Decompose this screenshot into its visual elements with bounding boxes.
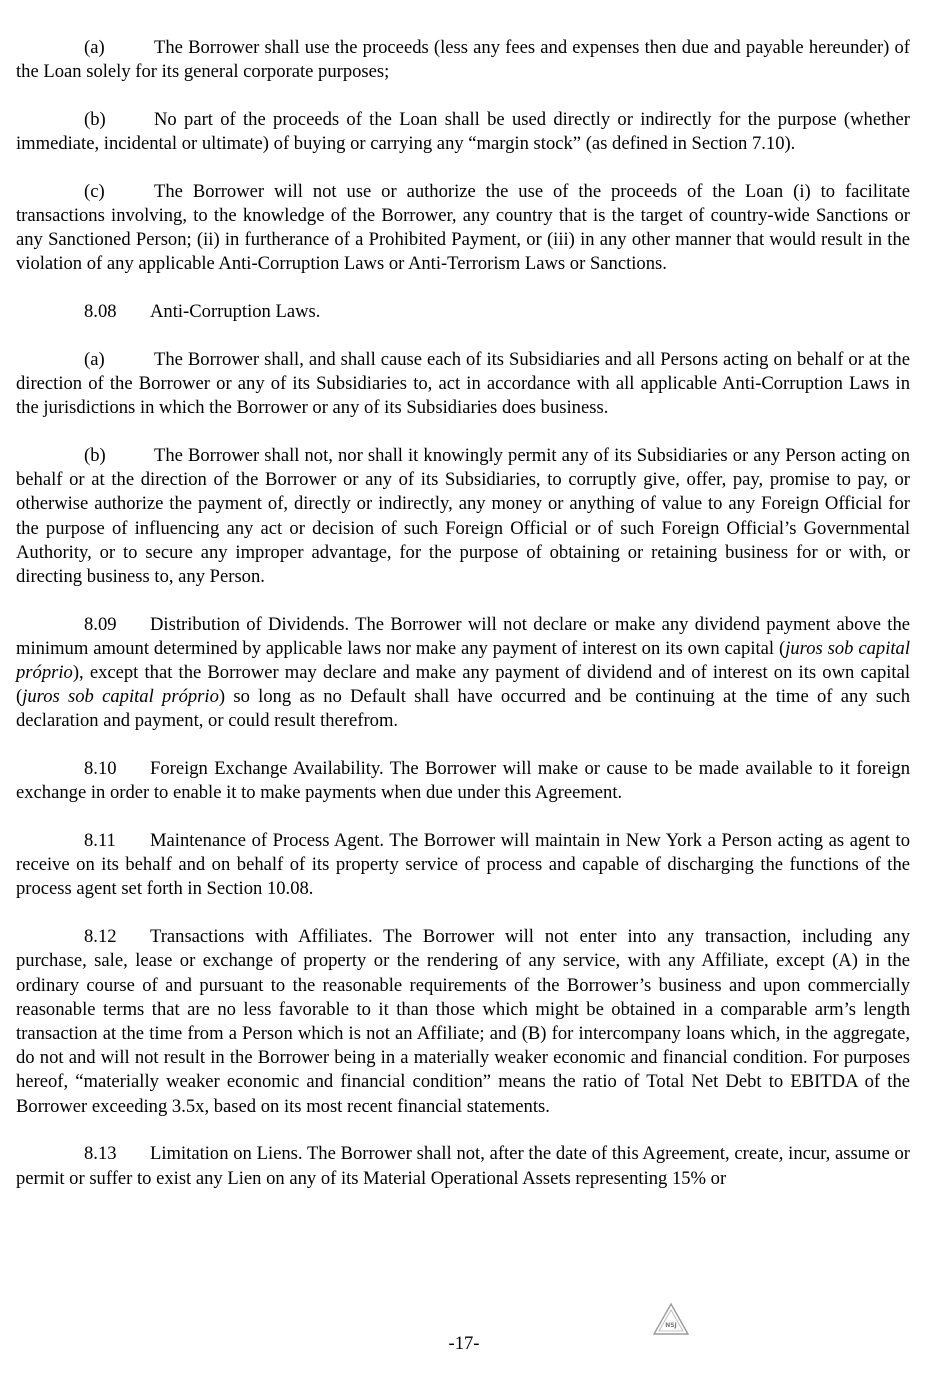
section-number: 8.08: [84, 301, 117, 323]
section-number: 8.11: [84, 830, 116, 852]
paragraph-text: The Borrower shall use the proceeds (less any fees and expenses then due and payable hereunder) of the Loan solely for its general corporate purposes;: [16, 37, 910, 83]
section-text-part: ), except that the Borrower may declare and make any payment of dividend and of interest on its own capital (: [16, 662, 910, 708]
section-heading: Anti-Corruption Laws.: [150, 301, 321, 323]
seal-outer-triangle: [654, 1304, 688, 1334]
section-text: Limitation on Liens. The Borrower shall not, after the date of this Agreement, create, incur, assume or permit or suffer to exist any Lien on any of its Material Operational Assets representing 15% or: [16, 1143, 910, 1189]
paragraph-text: The Borrower will not use or authorize the use of the proceeds of the Loan (i) to facilitate transactions involving, to the knowledge of the Borrower, any country that is the target of country-wide Sanctions or any Sanctioned Person; (ii) in furtherance of a Prohibited Payment, or (iii) in any other manner that would result in the violation of any applicable Anti-Corruption Laws or Anti-Terrorism Laws or Sanctions.: [16, 180, 910, 275]
section-text-part: Distribution of Dividends. The Borrower will not declare or make any dividend payment above the minimum amount determined by applicable laws nor make any payment of interest on its own capital (: [16, 613, 910, 659]
document-page: [16, 36, 910, 1214]
notary-seal-icon: [652, 1302, 690, 1336]
paragraph-label: (a): [84, 348, 105, 370]
paragraph-b-margin-stock: [16, 108, 910, 156]
italic-term: juros sob capital próprio: [16, 637, 910, 684]
page-number: -17-: [448, 1333, 480, 1354]
section-text: Foreign Exchange Availability. The Borrower will make or cause to be made available to it foreign exchange in order to enable it to make payments when due under this Agreement.: [16, 758, 910, 804]
section-8-10-foreign-exchange: [16, 757, 910, 805]
section-text: Maintenance of Process Agent. The Borrower will maintain in New York a Person acting as agent to receive on its behalf and on behalf of its property service of process and capable of discharging the functions of the process agent set forth in Section 10.08.: [16, 830, 910, 900]
section-number: 8.09: [84, 613, 117, 635]
paragraph-text: No part of the proceeds of the Loan shall be used directly or indirectly for the purpose (whether immediate, incidental or ultimate) of buying or carrying any “margin stock” (as defined in Section 7.10).: [16, 108, 910, 155]
section-8-13-liens: [16, 1142, 910, 1190]
section-8-08-paragraph-a: [16, 348, 910, 421]
paragraph-label: (a): [84, 37, 105, 58]
section-number: 8.12: [84, 926, 117, 948]
section-8-12-affiliates: [16, 925, 910, 1119]
section-8-08-paragraph-b: [16, 444, 910, 589]
seal-text: NSJ: [665, 1322, 677, 1329]
section-8-08-heading: [16, 300, 910, 324]
section-8-09-dividends: [16, 613, 910, 734]
paragraph-label: (b): [84, 108, 106, 130]
section-number: 8.10: [84, 758, 117, 780]
section-number: 8.13: [84, 1143, 117, 1165]
paragraph-text: The Borrower shall not, nor shall it knowingly permit any of its Subsidiaries or any Person acting on behalf or at the direction of the Borrower or any of its Subsidiaries, to corruptly give, offer, pay, promise to pay, or otherwise authorize the payment of, directly or indirectly, any money or anything of value to any Foreign Official for the purpose of influencing any act or decision of such Foreign Official or of such Foreign Official’s Governmental Authority, or to secure any improper advantage, for the purpose of obtaining or retaining business for or with, or directing business to, any Person.: [16, 444, 910, 587]
paragraph-label: (b): [84, 444, 106, 466]
section-text-part: ) so long as no Default shall have occurred and be continuing at the time of any such declaration and payment, or could result therefrom.: [16, 686, 910, 732]
paragraph-text: The Borrower shall, and shall cause each of its Subsidiaries and all Persons acting on behalf or at the direction of the Borrower or any of its Subsidiaries to, act in accordance with all applicable Anti-Corruption Laws in the jurisdictions in which the Borrower or any of its Subsidiaries does business.: [16, 348, 910, 419]
italic-term: juros sob capital próprio: [22, 686, 219, 708]
section-8-11-process-agent: [16, 829, 910, 902]
paragraph-a-use-of-proceeds: [16, 36, 910, 84]
paragraph-label: (c): [84, 180, 105, 202]
section-text: Transactions with Affiliates. The Borrower will not enter into any transaction, including any purchase, sale, lease or exchange of property or the rendering of any service, with any Affiliate, except (A) in the ordinary course of and pursuant to the reasonable requirements of the Borrower’s business and upon commercially reasonable terms that are no less favorable to it than those which might be obtained in a comparable arm’s length transaction at the time from a Person which is not an Affiliate; and (B) for intercompany loans which, in the aggregate, do not and will not result in the Borrower being in a materially weaker economic and financial condition. For purposes hereof, “materially weaker economic and financial condition” means the ratio of Total Net Debt to EBITDA of the Borrower exceeding 3.5x, based on its most recent financial statements.: [16, 926, 910, 1117]
paragraph-c-sanctions: [16, 180, 910, 277]
